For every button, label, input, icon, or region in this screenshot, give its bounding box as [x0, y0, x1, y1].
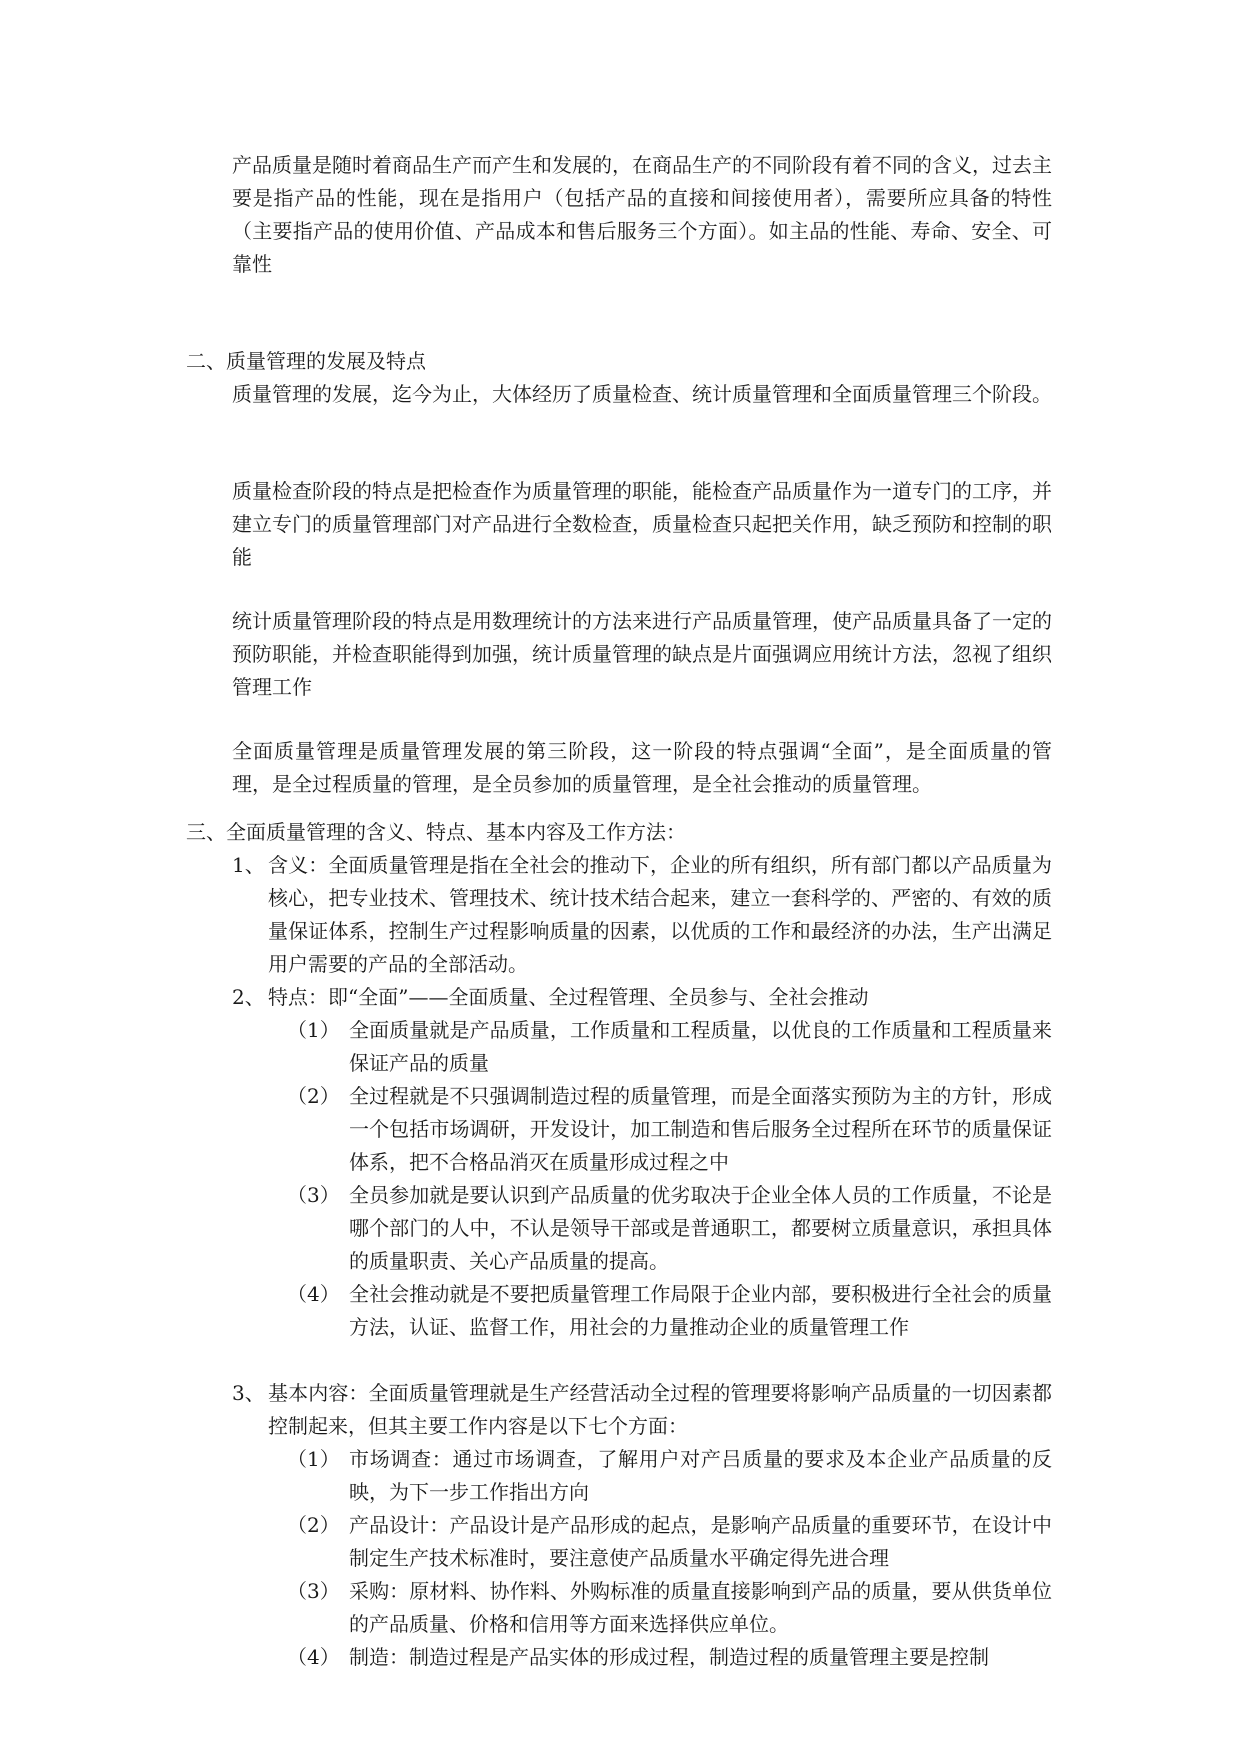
sublist-item-text: 制造：制造过程是产品实体的形成过程，制造过程的质量管理主要是控制 [349, 1645, 989, 1669]
list-item-text: 基本内容：全面质量管理就是生产经营活动全过程的管理要将影响产品质量的一切因素都控制起来，但其主要工作内容是以下七个方面： [268, 1381, 1052, 1438]
section-heading: 三、全面质量管理的含义、特点、基本内容及工作方法： [186, 820, 686, 844]
list-number: 3、 [232, 1381, 265, 1405]
sublist-number: （1） [287, 1018, 340, 1042]
sublist-number: （1） [287, 1447, 340, 1471]
paragraph: 质量检查阶段的特点是把检查作为质量管理的职能，能检查产品质量作为一道专门的工序，并建立专门的质量管理部门对产品进行全数检查，质量检查只起把关作用，缺乏预防和控制的职能 [232, 479, 1052, 569]
sublist-item-text: 采购：原材料、协作料、外购标准的质量直接影响到产品的质量，要从供货单位的产品质量、价格和信用等方面来选择供应单位。 [349, 1579, 1052, 1636]
sublist-item-text: 产品设计：产品设计是产品形成的起点，是影响产品质量的重要环节，在设计中制定生产技术标准时，要注意使产品质量水平确定得先进合理 [349, 1513, 1052, 1570]
paragraph: 统计质量管理阶段的特点是用数理统计的方法来进行产品质量管理，使产品质量具备了一定的预防职能，并检查职能得到加强，统计质量管理的缺点是片面强调应用统计方法，忽视了组织管理工作 [232, 609, 1052, 699]
sublist-number: （3） [287, 1183, 340, 1207]
sublist-number: （3） [287, 1579, 340, 1603]
section-heading: 二、质量管理的发展及特点 [186, 349, 426, 373]
intro-paragraph: 产品质量是随时着商品生产而产生和发展的，在商品生产的不同阶段有着不同的含义，过去主要是指产品的性能，现在是指用户（包括产品的直接和间接使用者），需要所应具备的特性（主要指产品的使用价值、产品成本和售后服务三个方面）。如主品的性能、寿命、安全、可靠性 [232, 153, 1052, 276]
sublist-item-text: 全社会推动就是不要把质量管理工作局限于企业内部，要积极进行全社会的质量方法，认证、监督工作，用社会的力量推动企业的质量管理工作 [349, 1282, 1052, 1339]
list-number: 1、 [232, 853, 265, 877]
sublist-item-text: 全过程就是不只强调制造过程的质量管理，而是全面落实预防为主的方针，形成一个包括市场调研，开发设计，加工制造和售后服务全过程所在环节的质量保证体系，把不合格品消灭在质量形成过程之中 [349, 1084, 1052, 1174]
list-item-text: 特点：即“全面”——全面质量、全过程管理、全员参与、全社会推动 [268, 985, 869, 1009]
sublist-number: （4） [287, 1645, 340, 1669]
sublist-number: （4） [287, 1282, 340, 1306]
sublist-item-text: 全面质量就是产品质量，工作质量和工程质量，以优良的工作质量和工程质量来保证产品的质量 [349, 1018, 1052, 1075]
paragraph: 质量管理的发展，迄今为止，大体经历了质量检查、统计质量管理和全面质量管理三个阶段。 [232, 382, 1052, 406]
sublist-number: （2） [287, 1084, 340, 1108]
list-item-text: 含义：全面质量管理是指在全社会的推动下，企业的所有组织，所有部门都以产品质量为核心，把专业技术、管理技术、统计技术结合起来，建立一套科学的、严密的、有效的质量保证体系，控制生产过程影响质量的因素，以优质的工作和最经济的办法，生产出满足用户需要的产品的全部活动。 [268, 853, 1052, 976]
list-number: 2、 [232, 985, 265, 1009]
sublist-item-text: 全员参加就是要认识到产品质量的优劣取决于企业全体人员的工作质量，不论是哪个部门的人中，不认是领导干部或是普通职工，都要树立质量意识，承担具体的质量职责、关心产品质量的提高。 [349, 1183, 1052, 1273]
paragraph: 全面质量管理是质量管理发展的第三阶段，这一阶段的特点强调“全面”，是全面质量的管理，是全过程质量的管理，是全员参加的质量管理，是全社会推动的质量管理。 [232, 739, 1052, 796]
sublist-number: （2） [287, 1513, 340, 1537]
sublist-item-text: 市场调查：通过市场调查，了解用户对产吕质量的要求及本企业产品质量的反映，为下一步工作指出方向 [349, 1447, 1052, 1504]
